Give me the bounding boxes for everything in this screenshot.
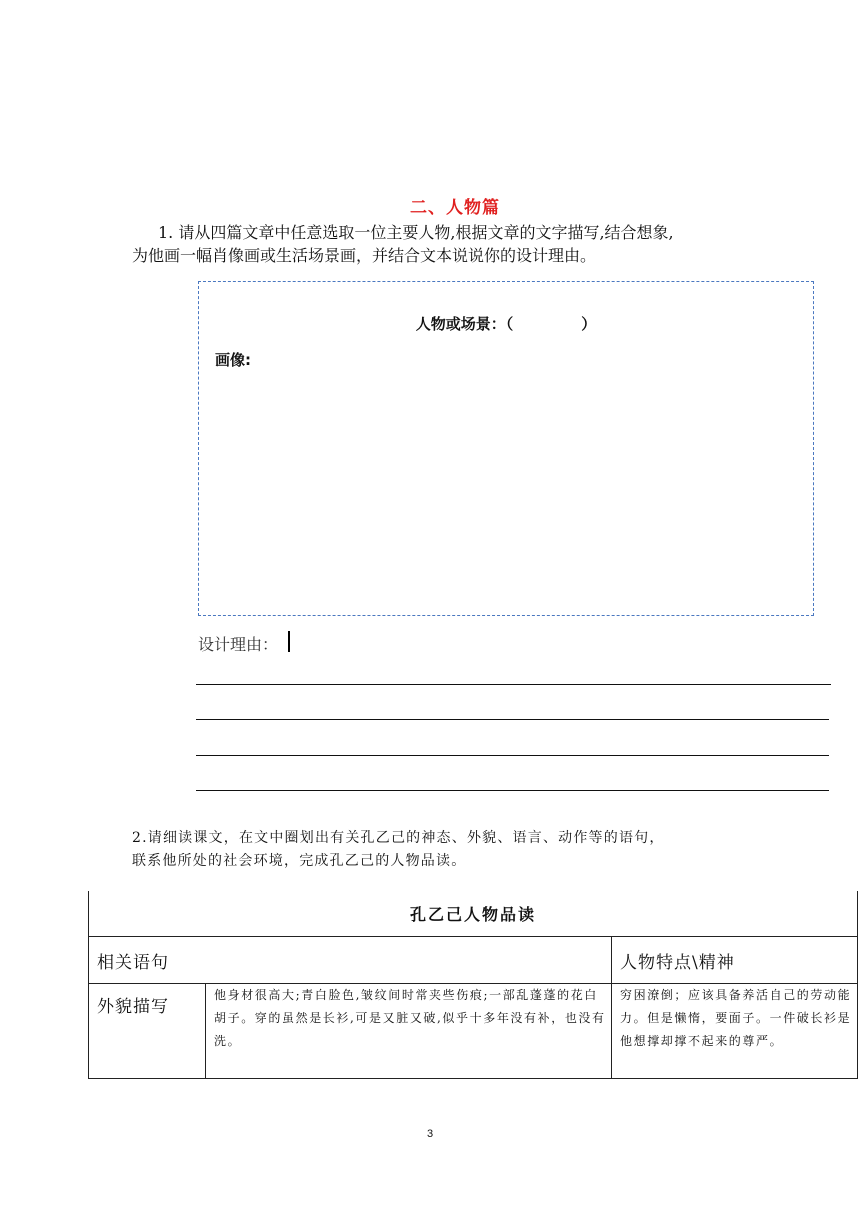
page-number: 3 — [426, 1128, 434, 1140]
row-trait[interactable]: 穷困潦倒；应该具备养活自己的劳动能力。但是懒惰，要面子。一件破长衫是他想撑却撑不起来的尊严。 — [612, 984, 858, 1079]
answer-line[interactable] — [196, 719, 829, 720]
table-row — [89, 984, 858, 1079]
answer-line[interactable] — [196, 755, 829, 756]
section-title: 二、人物篇 — [410, 198, 500, 218]
portrait-label: 画像: — [215, 351, 251, 369]
question-2-text-line-1: 2.请细读课文，在文中圈划出有关孔乙己的神态、外貌、语言、动作等的语句， — [132, 830, 665, 846]
question-1-text-line-1: 1. 请从四篇文章中任意选取一位主要人物,根据文章的文字描写,结合想象, — [158, 223, 674, 242]
header-related-sentences: 相关语句 — [89, 937, 612, 984]
row-sentences[interactable]: 他身材很高大;青白脸色,皱纹间时常夹些伤痕;一部乱蓬蓬的花白胡子。穿的虽然是长衫,可是又脏又破,似乎十多年没有补，也没有洗。 — [206, 984, 612, 1079]
table-title: 孔乙己人物品读 — [89, 891, 858, 937]
answer-line[interactable] — [196, 790, 829, 791]
character-reading-table — [88, 891, 858, 1079]
closing-paren: ） — [581, 315, 597, 333]
answer-line[interactable] — [196, 684, 831, 685]
design-reason-label: 设计理由： — [198, 635, 279, 654]
question-2-text-line-2: 联系他所处的社会环境，完成孔乙己的人物品读。 — [132, 853, 467, 869]
text-cursor — [288, 631, 290, 652]
character-or-scene-label: 人物或场景：（ — [415, 315, 514, 333]
question-1-text-line-2: 为他画一幅肖像画或生活场景画，并结合文本说说你的设计理由。 — [132, 246, 597, 265]
character-or-scene-heading — [200, 313, 812, 334]
row-label: 外貌描写 — [89, 984, 206, 1079]
header-character-traits: 人物特点\精神 — [612, 937, 858, 984]
